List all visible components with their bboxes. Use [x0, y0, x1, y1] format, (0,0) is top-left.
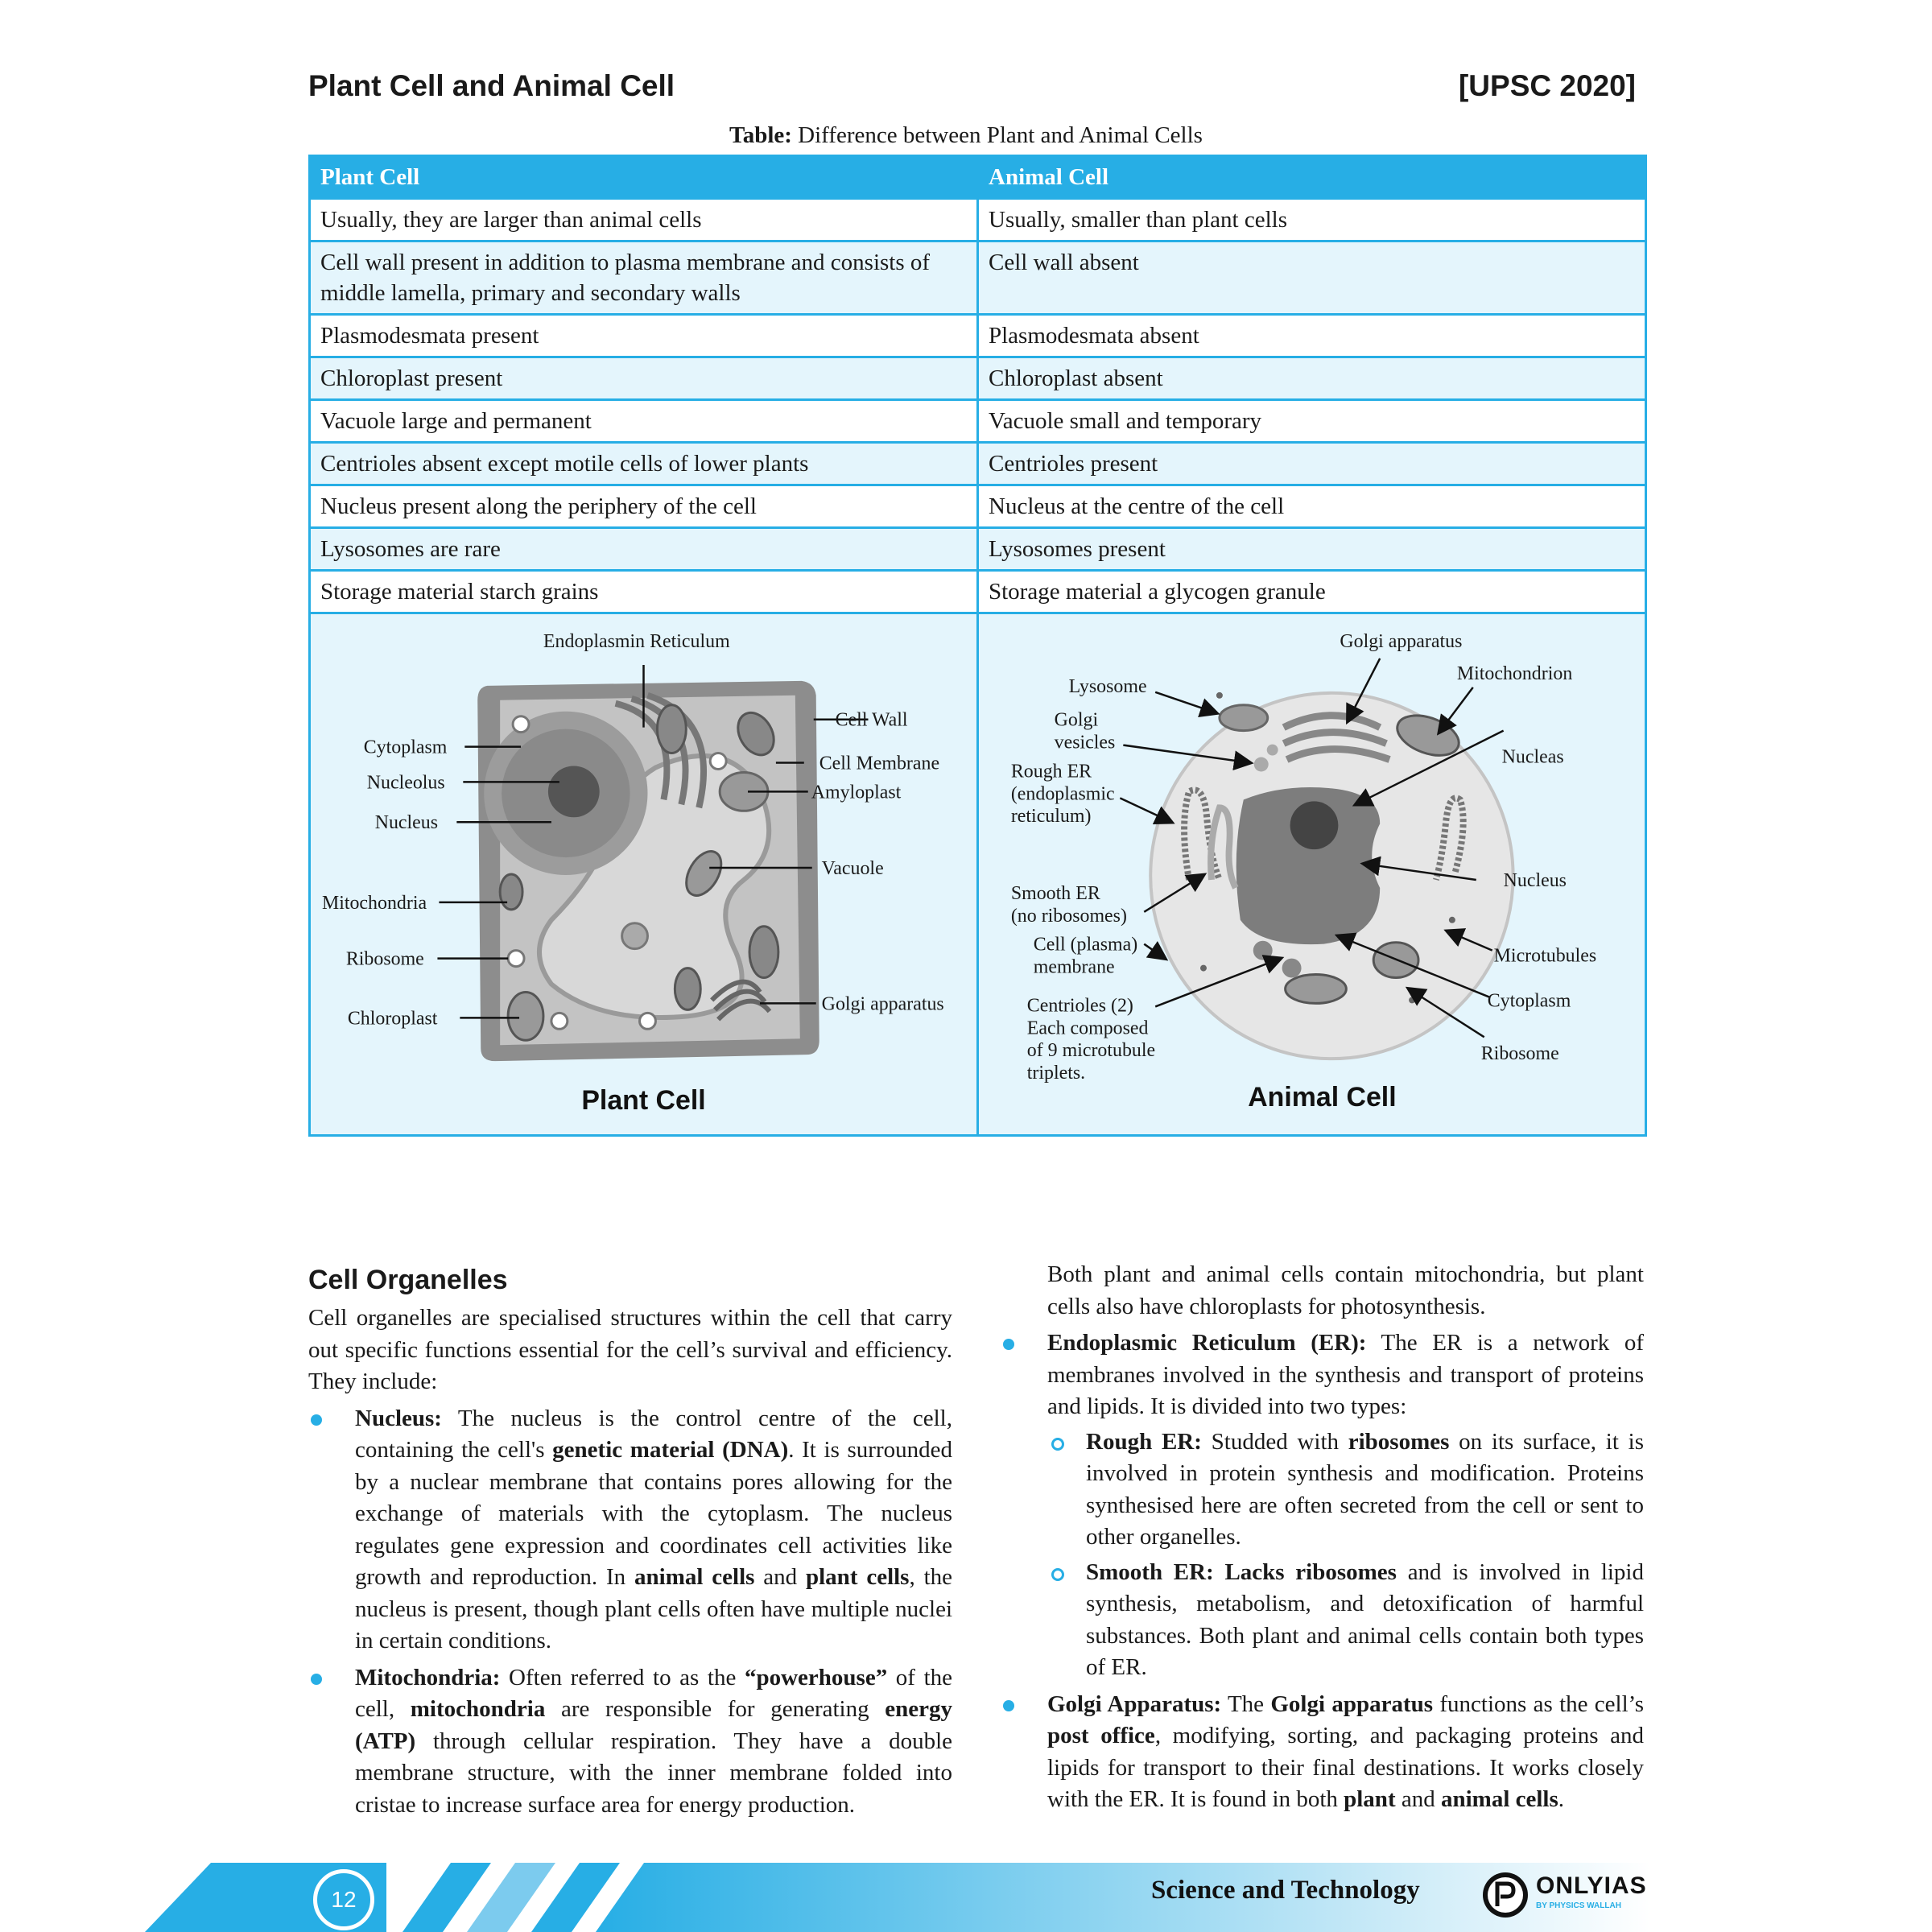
plant-cell-value: Vacuole large and permanent: [310, 400, 978, 443]
subject-label: Science and Technology: [1151, 1876, 1420, 1905]
label-cell-wall: Cell Wall: [835, 709, 908, 731]
brand-subtitle: BY PHYSICS WALLAH: [1536, 1901, 1621, 1910]
animal-cell-value: Lysosomes present: [978, 528, 1646, 571]
label-ribosome: Ribosome: [345, 948, 424, 970]
exam-tag: [UPSC 2020]: [1458, 69, 1636, 102]
plant-cell-diagram: [310, 613, 978, 1136]
table-row: [310, 528, 1646, 571]
ribosome-shape: [710, 753, 726, 770]
label-rough-er: Rough ER: [1010, 761, 1092, 782]
label-ribosome: Ribosome: [1480, 1043, 1559, 1065]
label-lysosome: Lysosome: [1068, 675, 1147, 697]
bullet-dot-icon: [1003, 1700, 1014, 1711]
table-row: [310, 242, 1646, 315]
text: are responsible for generating: [545, 1696, 886, 1722]
label-cell-membrane: Cell (plasma): [1033, 934, 1138, 956]
bullet-dot-icon: [311, 1674, 322, 1685]
table-row: [310, 571, 1646, 613]
ribosome-shape: [1409, 997, 1415, 1003]
mitochondria-shape: [749, 927, 778, 978]
bold-text: Lacks ribosomes: [1224, 1558, 1397, 1585]
text: and is involved in lipid synthesis, metabolism, and detoxification of harmful substances. Both plant and animal cells contain both types of ER.: [1086, 1558, 1644, 1680]
table-row: [310, 199, 1646, 242]
plant-cell-value: Centrioles absent except motile cells of lower plants: [310, 443, 978, 485]
animal-cell-value: Cell wall absent: [978, 242, 1646, 315]
label-centrioles: triplets.: [1026, 1063, 1086, 1084]
bold-text: animal cells: [634, 1564, 755, 1590]
ribosome-shape: [1216, 692, 1223, 699]
brand-name: ONLYIAS: [1536, 1872, 1647, 1899]
pw-logo-icon: [1481, 1869, 1530, 1921]
animal-cell-illustration: [979, 614, 1645, 1134]
sub-bullet-smooth-er: [1047, 1557, 1644, 1684]
bold-text: post office: [1047, 1723, 1155, 1748]
right-column: [1008, 1259, 1644, 1816]
table-caption: [0, 122, 1932, 149]
label-nucleus: Nucleus: [1503, 869, 1567, 891]
label-nucleas: Nucleas: [1501, 746, 1564, 768]
mitochondrion-shape: [1286, 975, 1347, 1004]
bold-text: energy (ATP): [355, 1696, 953, 1754]
label-centrioles: Each composed: [1026, 1018, 1149, 1039]
label-rough-er: reticulum): [1010, 806, 1092, 828]
bold-text: animal cells: [1440, 1786, 1558, 1812]
text: and: [1395, 1786, 1441, 1812]
label-golgi-vesicles: Golgi: [1054, 709, 1099, 731]
header-plant-cell: Plant Cell: [310, 156, 978, 199]
ribosome-shape: [551, 1013, 568, 1029]
label-smooth-er: (no ribosomes): [1010, 905, 1127, 927]
text: and: [754, 1564, 806, 1590]
label-mitochondria: Mitochondria: [321, 892, 427, 914]
text: , the nucleus is present, though plant cells often have multiple nuclei in certain conditions.: [355, 1564, 952, 1653]
golgi-vesicle-shape: [1267, 745, 1278, 756]
table-row: [310, 443, 1646, 485]
term-golgi: Golgi Apparatus:: [1047, 1690, 1222, 1717]
ribosome-shape: [1449, 917, 1455, 923]
label-centrioles: Centrioles (2): [1026, 995, 1133, 1017]
text: functions as the cell’s: [1433, 1690, 1645, 1717]
text: Often referred to as the: [500, 1664, 745, 1690]
plant-cell-value: Nucleus present along the periphery of the cell: [310, 485, 978, 528]
label-nucleolus: Nucleolus: [366, 772, 445, 794]
label-rough-er: (endoplasmic: [1010, 783, 1115, 805]
ribosome-shape: [513, 716, 529, 733]
table-header-row: [310, 156, 1646, 199]
comparison-table: [308, 155, 1647, 1137]
animal-cell-value: Plasmodesmata absent: [978, 315, 1646, 357]
table-row: [310, 315, 1646, 357]
animal-cell-value: Vacuole small and temporary: [978, 400, 1646, 443]
chloroplast-shape: [508, 992, 543, 1040]
term-smooth-er: Smooth ER:: [1086, 1558, 1214, 1585]
term-er: Endoplasmic Reticulum (ER):: [1047, 1330, 1367, 1356]
label-endoplasmic-reticulum: Endoplasmin Reticulum: [543, 631, 730, 653]
label-cell-membrane: membrane: [1033, 956, 1115, 978]
mitochondria-shape: [675, 968, 700, 1010]
centriole-shape: [1253, 941, 1273, 960]
bullet-dot-icon: [1003, 1339, 1014, 1350]
label-amyloplast: Amyloplast: [811, 782, 902, 803]
plant-cell-value: Usually, they are larger than animal cells: [310, 199, 978, 242]
bullet-dot-icon: [311, 1414, 322, 1426]
animal-cell-value: Nucleus at the centre of the cell: [978, 485, 1646, 528]
table-row: [310, 357, 1646, 400]
label-vacuole: Vacuole: [821, 858, 884, 879]
label-smooth-er: Smooth ER: [1010, 882, 1100, 904]
text: [1214, 1559, 1225, 1585]
term-nucleus: Nucleus:: [355, 1405, 442, 1431]
table-caption-text: Difference between Plant and Animal Cells: [791, 122, 1203, 148]
ribosome-shape: [1200, 965, 1207, 972]
animal-cell-value: Chloroplast absent: [978, 357, 1646, 400]
centriole-shape: [1282, 959, 1302, 978]
text: The nucleus is the control centre of the cell, containing the cell's: [355, 1405, 952, 1463]
text: , modifying, sorting, and packaging proteins and lipids for transport to their final destinations. It works closely with the ER. It is found in both: [1047, 1723, 1645, 1812]
animal-cell-title: Animal Cell: [1248, 1081, 1397, 1113]
plant-cell-value: Plasmodesmata present: [310, 315, 978, 357]
bold-text: genetic material (DNA): [552, 1437, 789, 1463]
section-title: Cell Organelles: [308, 1265, 508, 1295]
text: Studded with: [1201, 1428, 1348, 1455]
bold-text: Golgi apparatus: [1270, 1690, 1434, 1717]
plant-cell-value: Cell wall present in addition to plasma membrane and consists of middle lamella, primary and secondary walls: [310, 242, 978, 315]
label-golgi-apparatus: Golgi apparatus: [821, 993, 944, 1015]
label-centrioles: of 9 microtubule: [1026, 1040, 1156, 1062]
bold-text: mitochondria: [410, 1696, 546, 1722]
text: The: [1221, 1690, 1271, 1717]
label-cell-membrane: Cell Membrane: [819, 753, 940, 774]
label-mitochondrion: Mitochondrion: [1456, 663, 1573, 684]
bullet-golgi: [1008, 1689, 1644, 1816]
sub-bullet-ring-icon: [1051, 1568, 1064, 1581]
nucleolus-shape: [1290, 801, 1339, 849]
bold-text: ribosomes: [1348, 1428, 1450, 1455]
text: of the cell,: [355, 1664, 952, 1722]
lysosome-shape: [1220, 705, 1268, 731]
continued-paragraph: Both plant and animal cells contain mitochondria, but plant cells also have chloroplasts for photosynthesis.: [1047, 1261, 1644, 1319]
term-rough-er: Rough ER:: [1086, 1428, 1202, 1455]
label-golgi-vesicles: vesicles: [1054, 732, 1116, 753]
table-row: [310, 400, 1646, 443]
plant-cell-title: Plant Cell: [581, 1084, 706, 1116]
term-mitochondria: Mitochondria:: [355, 1664, 501, 1690]
animal-cell-value: Usually, smaller than plant cells: [978, 199, 1646, 242]
intro-paragraph: Cell organelles are specialised structures within the cell that carry out specific functions essential for the cell’s survival and efficiency. They include:: [308, 1305, 952, 1394]
bullet-er: [1008, 1327, 1644, 1684]
label-golgi-apparatus: Golgi apparatus: [1340, 631, 1463, 653]
table-row: [310, 485, 1646, 528]
nucleolus-shape: [548, 766, 600, 817]
bullet-nucleus: [308, 1403, 952, 1657]
mitochondria-shape: [657, 705, 686, 753]
label-chloroplast: Chloroplast: [347, 1008, 438, 1030]
animal-cell-value: Storage material a glycogen granule: [978, 571, 1646, 613]
bold-text: “powerhouse”: [744, 1664, 888, 1690]
plant-cell-value: Storage material starch grains: [310, 571, 978, 613]
plant-cell-value: Chloroplast present: [310, 357, 978, 400]
page-number: 12: [313, 1869, 374, 1930]
ribosome-shape: [640, 1013, 656, 1029]
plant-cell-value: Lysosomes are rare: [310, 528, 978, 571]
plant-cell-illustration: [311, 614, 976, 1134]
text: on its surface, it is involved in protein synthesis and modification. Proteins synthesised here are often secreted from the cell or sent to other organelles.: [1086, 1428, 1644, 1550]
label-cytoplasm: Cytoplasm: [1487, 990, 1571, 1012]
diagram-row: [310, 613, 1646, 1136]
text: . It is surrounded by a nuclear membrane that contains pores allowing for the exchange of materials with the cytoplasm. The nucleus regulates gene expression and coordinates cell activities like growth and reproduction. In: [355, 1437, 952, 1590]
label-cytoplasm: Cytoplasm: [363, 737, 448, 758]
label-nucleus: Nucleus: [374, 812, 439, 834]
ribosome-shape: [508, 951, 524, 967]
sub-bullet-ring-icon: [1051, 1438, 1064, 1451]
golgi-vesicle-shape: [1254, 758, 1269, 772]
sub-bullet-rough-er: [1047, 1426, 1644, 1554]
table-caption-label: Table:: [729, 122, 792, 148]
text: .: [1558, 1786, 1565, 1812]
animal-cell-value: Centrioles present: [978, 443, 1646, 485]
mitochondria-shape: [500, 874, 522, 910]
animal-cell-diagram: [978, 613, 1646, 1136]
left-column: [308, 1262, 952, 1821]
bold-text: plant: [1344, 1786, 1396, 1812]
bold-text: plant cells: [806, 1564, 910, 1590]
text: through cellular respiration. They have a double membrane structure, with the inner membrane folded into cristae to increase surface area for energy production.: [355, 1728, 952, 1818]
header-animal-cell: Animal Cell: [978, 156, 1646, 199]
text: The ER is a network of membranes involved in the synthesis and transport of proteins and lipids. It is divided into two types:: [1047, 1330, 1644, 1419]
bullet-mitochondria: [308, 1662, 952, 1822]
vesicle-shape: [622, 923, 648, 949]
page-title: Plant Cell and Animal Cell: [308, 69, 675, 102]
label-microtubules: Microtubules: [1493, 945, 1597, 967]
